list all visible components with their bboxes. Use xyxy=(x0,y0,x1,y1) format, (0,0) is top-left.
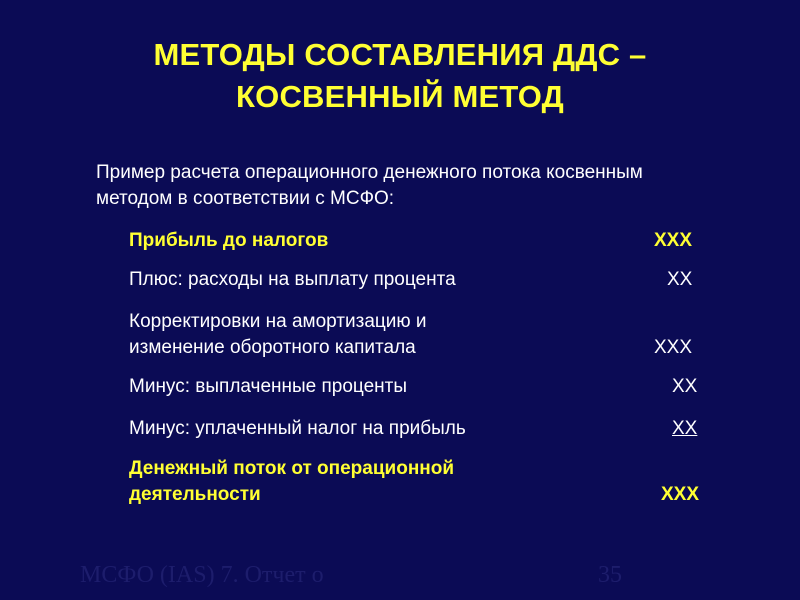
row-label xyxy=(129,309,609,361)
row-value: XX xyxy=(672,376,698,397)
row-label xyxy=(129,456,609,508)
intro-line-2: методом в соответствии с МСФО: xyxy=(96,188,395,209)
row-label: Прибыль до налогов xyxy=(129,230,329,251)
intro-line-1: Пример расчета операционного денежного потока косвенным xyxy=(96,162,643,183)
row-label: Плюс: расходы на выплату процента xyxy=(129,269,456,290)
title-line-2: КОСВЕННЫЙ МЕТОД xyxy=(236,79,564,114)
footer xyxy=(80,560,720,600)
row-value: XXX xyxy=(654,337,693,358)
row-label-line-1: Корректировки на амортизацию и xyxy=(129,311,427,332)
row-value: XXX xyxy=(654,230,693,251)
title-line-1: МЕТОДЫ СОСТАВЛЕНИЯ ДДС – xyxy=(153,37,647,72)
row-label-line-1: Денежный поток от операционной xyxy=(129,458,455,479)
row-value: XXX xyxy=(661,484,700,505)
row-value: XX xyxy=(672,418,698,439)
row-label: Минус: выплаченные проценты xyxy=(129,376,408,397)
row-value: XX xyxy=(667,269,693,290)
row-label-line-2: деятельности xyxy=(129,484,261,505)
intro-text xyxy=(96,160,756,212)
page-number: 35 xyxy=(598,562,622,588)
slide-title xyxy=(0,34,800,118)
row-label: Минус: уплаченный налог на прибыль xyxy=(129,418,466,439)
row-label-line-2: изменение оборотного капитала xyxy=(129,337,416,358)
footer-text: МСФО (IAS) 7. Отчет о xyxy=(80,562,324,588)
